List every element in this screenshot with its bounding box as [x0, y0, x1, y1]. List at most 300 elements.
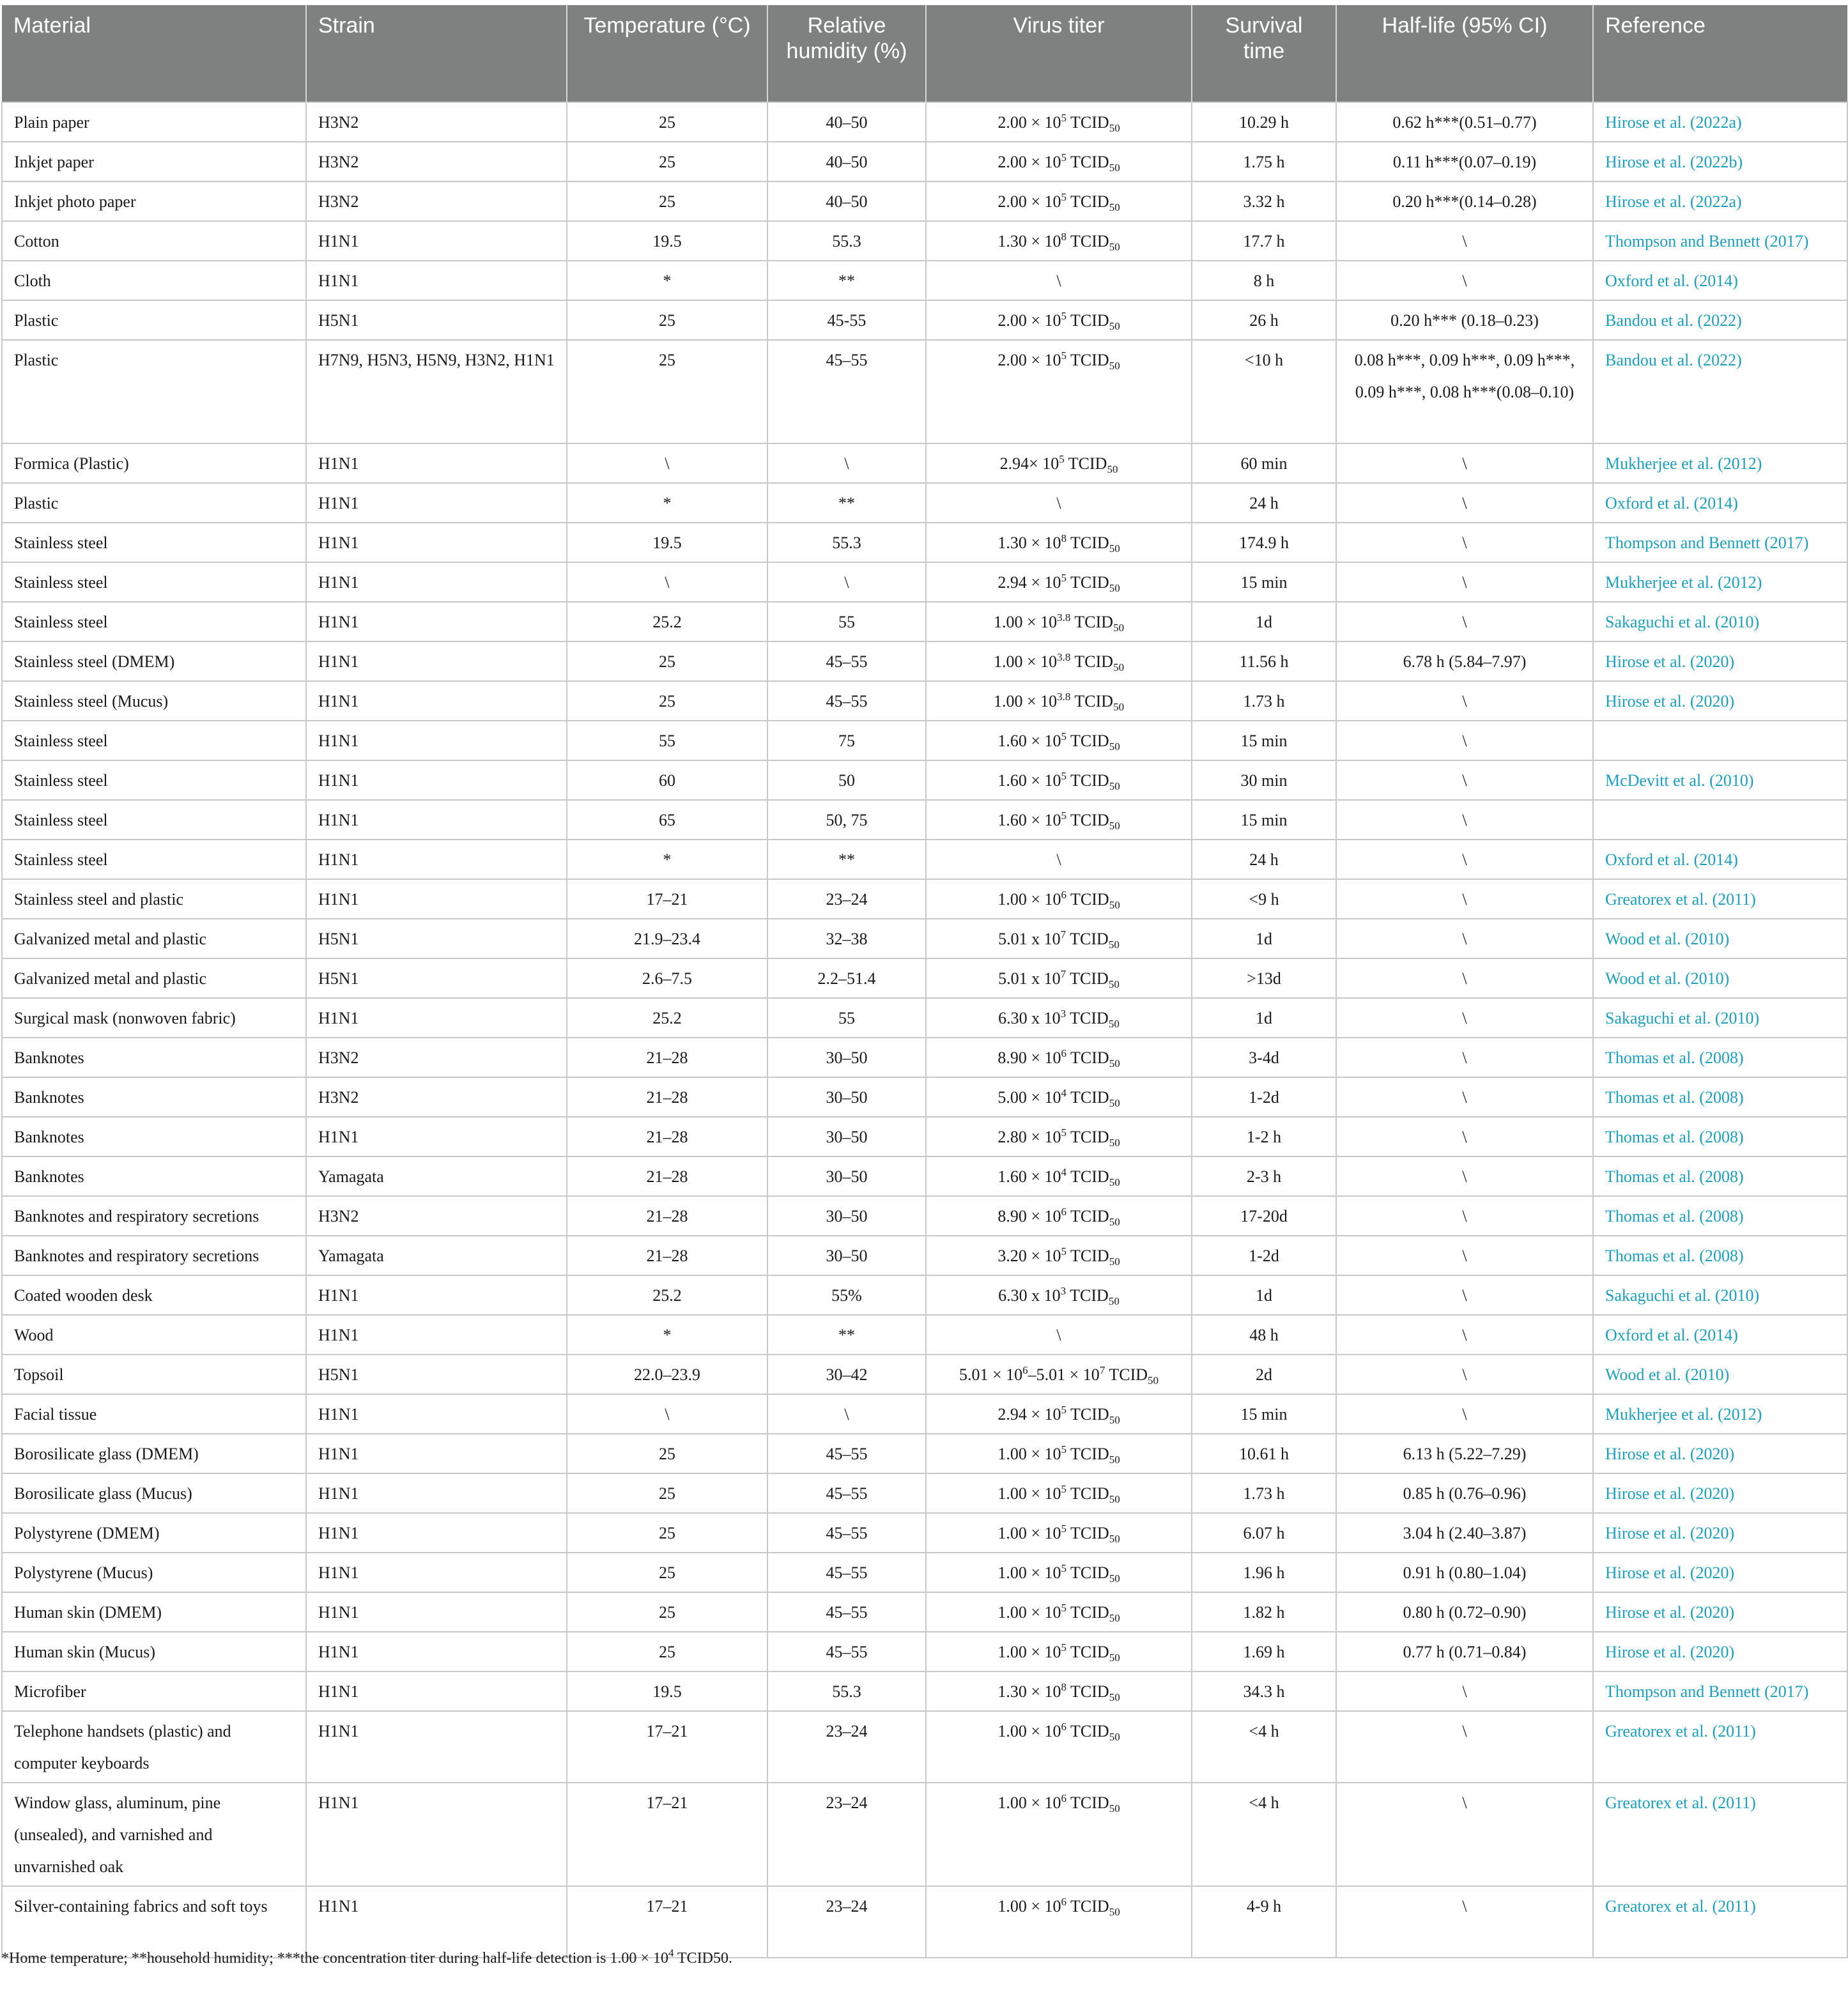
cell-humidity: ** [767, 261, 926, 300]
table-row [2, 1156, 1847, 1196]
titer-base: 5.00 × 10 [997, 1088, 1061, 1107]
cell-survival: 15 min [1192, 562, 1336, 602]
table-row [2, 483, 1847, 523]
titer-subscript: 50 [1109, 201, 1120, 213]
titer-exponent: 5 [1061, 1562, 1066, 1574]
cell-reference[interactable]: Hirose et al. (2020) [1593, 1592, 1847, 1632]
titer-exponent: 6 [1061, 1047, 1066, 1059]
col-survival: Survival time [1192, 5, 1336, 102]
cell-humidity: 40–50 [767, 181, 926, 221]
cell-reference[interactable]: Mukherjee et al. (2012) [1593, 1394, 1847, 1434]
cell-reference[interactable]: Thomas et al. (2008) [1593, 1196, 1847, 1236]
cell-strain: H1N1 [306, 562, 567, 602]
titer-base: 1.00 × 10 [997, 1897, 1061, 1916]
cell-halflife: 0.62 h***(0.51–0.77) [1336, 102, 1593, 142]
cell-halflife: \ [1336, 681, 1593, 721]
titer-unit: TCID [1070, 573, 1109, 592]
cell-survival: 1d [1192, 602, 1336, 641]
cell-temperature: 21–28 [567, 1196, 767, 1236]
cell-strain: H1N1 [306, 1473, 567, 1513]
cell-strain: H1N1 [306, 721, 567, 760]
cell-humidity: 30–42 [767, 1355, 926, 1394]
cell-reference[interactable]: Hirose et al. (2020) [1593, 1553, 1847, 1592]
cell-temperature: \ [567, 562, 767, 602]
cell-reference[interactable]: Thomas et al. (2008) [1593, 1117, 1847, 1156]
cell-halflife: \ [1336, 1196, 1593, 1236]
cell-material: Facial tissue [2, 1394, 306, 1434]
cell-humidity: 30–50 [767, 1117, 926, 1156]
titer-subscript: 50 [1113, 701, 1125, 713]
titer-base: 2.00 × 10 [997, 153, 1061, 171]
survival-table [1, 5, 1848, 1958]
cell-strain: H1N1 [306, 261, 567, 300]
cell-titer [926, 523, 1192, 562]
cell-reference[interactable]: Wood et al. (2010) [1593, 1355, 1847, 1394]
cell-material: Formica (Plastic) [2, 443, 306, 483]
titer-subscript: 50 [1109, 542, 1120, 555]
cell-temperature: 25 [567, 102, 767, 142]
cell-survival: 174.9 h [1192, 523, 1336, 562]
cell-survival: 17-20d [1192, 1196, 1336, 1236]
titer-unit: TCID [1074, 692, 1114, 710]
cell-material: Telephone handsets (plastic) and computer keyboards [2, 1711, 306, 1783]
cell-humidity: 2.2–51.4 [767, 958, 926, 998]
table-row [2, 523, 1847, 562]
cell-reference[interactable]: Oxford et al. (2014) [1593, 483, 1847, 523]
cell-reference[interactable]: Thompson and Bennett (2017) [1593, 221, 1847, 261]
cell-temperature: 21–28 [567, 1156, 767, 1196]
cell-humidity: 75 [767, 721, 926, 760]
titer-subscript: 50 [1109, 1652, 1120, 1664]
cell-reference[interactable]: Hirose et al. (2020) [1593, 1434, 1847, 1473]
titer-unit: TCID [1070, 1128, 1109, 1146]
table-row [2, 800, 1847, 840]
footnote-exp: 4 [668, 1947, 674, 1959]
titer-subscript: 50 [1109, 1216, 1120, 1228]
cell-strain: H1N1 [306, 641, 567, 681]
titer-subscript: 50 [1109, 1906, 1120, 1918]
cell-halflife: 0.11 h***(0.07–0.19) [1336, 142, 1593, 181]
cell-humidity: 45–55 [767, 340, 926, 443]
cell-humidity: 40–50 [767, 142, 926, 181]
titer-base: 2.00 × 10 [997, 192, 1061, 211]
titer-unit: TCID [1070, 1722, 1109, 1740]
cell-material: Cloth [2, 261, 306, 300]
cell-reference[interactable]: Greatorex et al. (2011) [1593, 1711, 1847, 1783]
titer-subscript: 50 [1109, 1414, 1120, 1426]
titer-unit: TCID [1070, 1048, 1109, 1067]
titer-base: 2.94 × 10 [997, 573, 1061, 592]
cell-material: Banknotes [2, 1038, 306, 1077]
cell-survival: 1-2 h [1192, 1117, 1336, 1156]
cell-humidity: ** [767, 483, 926, 523]
titer-base: \ [1056, 272, 1061, 290]
cell-halflife: 0.20 h***(0.14–0.28) [1336, 181, 1593, 221]
cell-titer [926, 1275, 1192, 1315]
table-row [2, 142, 1847, 181]
cell-reference[interactable]: Oxford et al. (2014) [1593, 261, 1847, 300]
cell-survival: 34.3 h [1192, 1671, 1336, 1711]
cell-material: Topsoil [2, 1355, 306, 1394]
cell-titer [926, 1355, 1192, 1394]
cell-survival: 17.7 h [1192, 221, 1336, 261]
table-row [2, 1355, 1847, 1394]
cell-material: Stainless steel [2, 523, 306, 562]
cell-material: Banknotes [2, 1156, 306, 1196]
cell-survival: 6.07 h [1192, 1513, 1336, 1553]
cell-titer [926, 300, 1192, 340]
cell-material: Galvanized metal and plastic [2, 958, 306, 998]
cell-humidity: 23–24 [767, 1783, 926, 1886]
titer-unit: TCID [1070, 1643, 1109, 1661]
titer-base: 1.00 × 10 [997, 1643, 1061, 1661]
titer-exponent: 5 [1061, 810, 1066, 822]
cell-titer [926, 1038, 1192, 1077]
cell-survival: 1d [1192, 1275, 1336, 1315]
titer-exponent: 5 [1061, 1523, 1066, 1535]
titer-base: 8.90 × 10 [997, 1207, 1061, 1225]
cell-survival: 24 h [1192, 840, 1336, 879]
cell-material: Galvanized metal and plastic [2, 919, 306, 958]
cell-titer [926, 181, 1192, 221]
col-titer: Virus titer [926, 5, 1192, 102]
titer-unit: TCID [1070, 311, 1109, 330]
cell-titer [926, 1671, 1192, 1711]
cell-reference[interactable]: Bandou et al. (2022) [1593, 300, 1847, 340]
titer-subscript: 50 [1109, 1256, 1120, 1268]
cell-humidity: 45–55 [767, 1473, 926, 1513]
cell-temperature: 21–28 [567, 1038, 767, 1077]
cell-temperature: 25 [567, 1592, 767, 1632]
cell-temperature: 19.5 [567, 1671, 767, 1711]
titer-exponent: 5 [1061, 1126, 1066, 1139]
cell-strain: H1N1 [306, 760, 567, 800]
titer-range: –5.01 × 10 [1028, 1365, 1100, 1384]
cell-titer [926, 1196, 1192, 1236]
table-row [2, 221, 1847, 261]
cell-reference[interactable]: Greatorex et al. (2011) [1593, 879, 1847, 919]
titer-subscript: 50 [1107, 463, 1118, 475]
cell-temperature: 21–28 [567, 1117, 767, 1156]
col-material: Material [2, 5, 306, 102]
cell-reference[interactable] [1593, 721, 1847, 760]
cell-material: Window glass, aluminum, pine (unsealed), and varnished and unvarnished oak [2, 1783, 306, 1886]
cell-survival: <4 h [1192, 1783, 1336, 1886]
cell-humidity: 30–50 [767, 1156, 926, 1196]
cell-reference[interactable]: Thomas et al. (2008) [1593, 1156, 1847, 1196]
cell-halflife: \ [1336, 1355, 1593, 1394]
cell-reference[interactable]: Hirose et al. (2022a) [1593, 102, 1847, 142]
cell-strain: H1N1 [306, 1117, 567, 1156]
cell-survival: 1.73 h [1192, 681, 1336, 721]
titer-exponent: 5 [1061, 151, 1066, 164]
cell-titer [926, 102, 1192, 142]
cell-strain: H3N2 [306, 142, 567, 181]
cell-reference[interactable]: Sakaguchi et al. (2010) [1593, 1275, 1847, 1315]
cell-strain: H1N1 [306, 1886, 567, 1958]
cell-reference[interactable]: Greatorex et al. (2011) [1593, 1886, 1847, 1958]
cell-survival: <9 h [1192, 879, 1336, 919]
table-row [2, 1711, 1847, 1783]
cell-reference[interactable]: Thomas et al. (2008) [1593, 1236, 1847, 1275]
titer-subscript: 50 [1109, 899, 1120, 911]
table-row [2, 681, 1847, 721]
cell-titer [926, 340, 1192, 443]
cell-strain: Yamagata [306, 1156, 567, 1196]
cell-reference[interactable]: Wood et al. (2010) [1593, 919, 1847, 958]
cell-reference[interactable]: Hirose et al. (2022b) [1593, 142, 1847, 181]
cell-temperature: 55 [567, 721, 767, 760]
cell-temperature: 21–28 [567, 1236, 767, 1275]
titer-base: 2.94 × 10 [997, 1405, 1061, 1424]
cell-reference[interactable]: Sakaguchi et al. (2010) [1593, 998, 1847, 1038]
titer-unit: TCID [1070, 1603, 1109, 1622]
cell-temperature: 25.2 [567, 1275, 767, 1315]
titer-base: 1.00 × 10 [997, 1722, 1061, 1740]
cell-survival: 15 min [1192, 800, 1336, 840]
cell-reference[interactable]: Thomas et al. (2008) [1593, 1038, 1847, 1077]
cell-material: Inkjet photo paper [2, 181, 306, 221]
cell-temperature: * [567, 261, 767, 300]
titer-unit: TCID [1070, 1524, 1109, 1542]
cell-reference[interactable]: Bandou et al. (2022) [1593, 340, 1847, 443]
cell-humidity: 40–50 [767, 102, 926, 142]
cell-material: Silver-containing fabrics and soft toys [2, 1886, 306, 1958]
table-row [2, 1632, 1847, 1671]
cell-halflife: \ [1336, 1236, 1593, 1275]
cell-halflife: \ [1336, 221, 1593, 261]
cell-halflife: \ [1336, 879, 1593, 919]
cell-strain: H5N1 [306, 919, 567, 958]
titer-unit: TCID [1070, 1207, 1109, 1225]
titer-unit: TCID [1068, 454, 1107, 473]
titer-subscript: 50 [1109, 1533, 1120, 1545]
cell-temperature: 22.0–23.9 [567, 1355, 767, 1394]
cell-survival: 2-3 h [1192, 1156, 1336, 1196]
cell-halflife: \ [1336, 1315, 1593, 1355]
cell-material: Stainless steel [2, 602, 306, 641]
cell-titer [926, 1473, 1192, 1513]
cell-strain: H1N1 [306, 1671, 567, 1711]
table-row [2, 102, 1847, 142]
cell-humidity: 30–50 [767, 1236, 926, 1275]
titer-unit: TCID [1070, 1563, 1109, 1582]
titer-unit: TCID [1070, 771, 1109, 790]
titer-subscript: 50 [1109, 1176, 1120, 1188]
cell-strain: H3N2 [306, 1196, 567, 1236]
titer-base: 2.00 × 10 [997, 311, 1061, 330]
cell-humidity: 55 [767, 998, 926, 1038]
titer-exponent: 6 [1022, 1364, 1028, 1376]
cell-humidity: 50 [767, 760, 926, 800]
cell-humidity: 55.3 [767, 221, 926, 261]
cell-temperature: 2.6–7.5 [567, 958, 767, 998]
cell-halflife: \ [1336, 998, 1593, 1038]
cell-strain: H1N1 [306, 681, 567, 721]
cell-reference[interactable]: Oxford et al. (2014) [1593, 840, 1847, 879]
cell-titer [926, 1711, 1192, 1783]
titer-subscript: 50 [1109, 1454, 1120, 1466]
cell-reference[interactable]: Thomas et al. (2008) [1593, 1077, 1847, 1117]
cell-survival: 15 min [1192, 721, 1336, 760]
cell-strain: H3N2 [306, 181, 567, 221]
titer-unit: TCID [1070, 1088, 1109, 1107]
table-row [2, 261, 1847, 300]
table-row [2, 1513, 1847, 1553]
cell-reference[interactable]: Hirose et al. (2020) [1593, 1513, 1847, 1553]
cell-titer [926, 919, 1192, 958]
titer-base: 1.00 × 10 [997, 1603, 1061, 1622]
cell-strain: H1N1 [306, 800, 567, 840]
cell-reference[interactable]: Hirose et al. (2020) [1593, 1473, 1847, 1513]
cell-strain: H1N1 [306, 443, 567, 483]
table-row [2, 1275, 1847, 1315]
titer-unit: TCID [1070, 1405, 1109, 1424]
cell-temperature: 25 [567, 300, 767, 340]
titer-exponent: 8 [1061, 1681, 1066, 1693]
cell-titer [926, 681, 1192, 721]
cell-temperature: 25.2 [567, 998, 767, 1038]
cell-material: Banknotes [2, 1117, 306, 1156]
cell-survival: 1.69 h [1192, 1632, 1336, 1671]
titer-unit: TCID [1070, 1247, 1109, 1265]
cell-temperature: 17–21 [567, 879, 767, 919]
cell-reference[interactable]: Thompson and Bennett (2017) [1593, 523, 1847, 562]
cell-strain: H5N1 [306, 1355, 567, 1394]
titer-unit: TCID [1070, 232, 1109, 250]
cell-reference[interactable]: Oxford et al. (2014) [1593, 1315, 1847, 1355]
cell-strain: H3N2 [306, 1077, 567, 1117]
cell-reference[interactable]: Mukherjee et al. (2012) [1593, 443, 1847, 483]
titer-unit: TCID [1070, 113, 1109, 132]
cell-titer [926, 800, 1192, 840]
titer-exponent: 7 [1099, 1364, 1105, 1376]
cell-reference[interactable]: Wood et al. (2010) [1593, 958, 1847, 998]
cell-temperature: 25 [567, 142, 767, 181]
cell-humidity: 45-55 [767, 300, 926, 340]
cell-temperature: 25 [567, 181, 767, 221]
cell-reference[interactable]: McDevitt et al. (2010) [1593, 760, 1847, 800]
cell-material: Banknotes and respiratory secretions [2, 1236, 306, 1275]
titer-unit: TCID [1070, 969, 1109, 988]
titer-exponent: 5 [1061, 1602, 1066, 1614]
cell-survival: <10 h [1192, 340, 1336, 443]
cell-temperature: 25 [567, 340, 767, 443]
cell-reference[interactable]: Greatorex et al. (2011) [1593, 1783, 1847, 1886]
titer-base: 1.00 × 10 [997, 1524, 1061, 1542]
titer-exponent: 8 [1061, 532, 1066, 544]
cell-temperature: 25 [567, 1473, 767, 1513]
titer-unit: TCID [1070, 811, 1109, 829]
cell-halflife: \ [1336, 483, 1593, 523]
titer-exponent: 5 [1061, 191, 1066, 203]
titer-exponent: 8 [1061, 231, 1066, 243]
cell-reference[interactable]: Hirose et al. (2022a) [1593, 181, 1847, 221]
cell-halflife: 3.04 h (2.40–3.87) [1336, 1513, 1593, 1553]
cell-halflife: \ [1336, 1711, 1593, 1783]
cell-temperature: 19.5 [567, 523, 767, 562]
cell-strain: H1N1 [306, 1783, 567, 1886]
table-row [2, 1196, 1847, 1236]
titer-exponent: 5 [1061, 572, 1066, 584]
cell-reference[interactable] [1593, 800, 1847, 840]
cell-temperature: 25 [567, 1553, 767, 1592]
cell-reference[interactable]: Hirose et al. (2020) [1593, 1632, 1847, 1671]
cell-reference[interactable]: Hirose et al. (2020) [1593, 641, 1847, 681]
titer-base: 1.30 × 10 [997, 534, 1061, 552]
titer-base: 2.00 × 10 [997, 113, 1061, 132]
titer-base: 8.90 × 10 [997, 1048, 1061, 1067]
titer-subscript: 50 [1109, 1493, 1120, 1505]
table-row [2, 1038, 1847, 1077]
cell-survival: 30 min [1192, 760, 1336, 800]
cell-strain: H1N1 [306, 523, 567, 562]
cell-titer [926, 958, 1192, 998]
cell-humidity: 55% [767, 1275, 926, 1315]
cell-halflife: 0.91 h (0.80–1.04) [1336, 1553, 1593, 1592]
cell-titer [926, 998, 1192, 1038]
cell-survival: <4 h [1192, 1711, 1336, 1783]
cell-reference[interactable]: Thompson and Bennett (2017) [1593, 1671, 1847, 1711]
cell-material: Polystyrene (DMEM) [2, 1513, 306, 1553]
titer-base: 2.00 × 10 [997, 351, 1061, 369]
cell-survival: 24 h [1192, 483, 1336, 523]
cell-strain: H1N1 [306, 879, 567, 919]
cell-humidity: ** [767, 1315, 926, 1355]
cell-temperature: * [567, 483, 767, 523]
cell-strain: H1N1 [306, 1711, 567, 1783]
cell-titer [926, 840, 1192, 879]
cell-reference[interactable]: Sakaguchi et al. (2010) [1593, 602, 1847, 641]
cell-halflife: \ [1336, 1117, 1593, 1156]
cell-strain: H5N1 [306, 958, 567, 998]
cell-material: Cotton [2, 221, 306, 261]
cell-halflife: \ [1336, 1275, 1593, 1315]
table-row [2, 1886, 1847, 1958]
titer-base: 2.80 × 10 [997, 1128, 1061, 1146]
titer-base: 1.00 × 10 [993, 652, 1058, 671]
table-row [2, 1394, 1847, 1434]
titer-base: 3.20 × 10 [997, 1247, 1061, 1265]
cell-reference[interactable]: Hirose et al. (2020) [1593, 681, 1847, 721]
cell-survival: 60 min [1192, 443, 1336, 483]
cell-strain: H1N1 [306, 483, 567, 523]
cell-temperature: 25 [567, 1434, 767, 1473]
table-row [2, 181, 1847, 221]
cell-halflife: \ [1336, 840, 1593, 879]
titer-exponent: 4 [1061, 1087, 1066, 1099]
cell-temperature: 25 [567, 641, 767, 681]
cell-material: Stainless steel [2, 840, 306, 879]
table-body [2, 102, 1847, 1958]
cell-temperature: 21–28 [567, 1077, 767, 1117]
cell-temperature: 17–21 [567, 1711, 767, 1783]
table-row [2, 300, 1847, 340]
cell-titer [926, 1117, 1192, 1156]
cell-titer [926, 1592, 1192, 1632]
cell-reference[interactable]: Mukherjee et al. (2012) [1593, 562, 1847, 602]
titer-base: 1.00 × 10 [997, 890, 1061, 909]
titer-exponent: 5 [1061, 112, 1066, 124]
table-row [2, 1315, 1847, 1355]
cell-material: Plastic [2, 340, 306, 443]
table-row [2, 1473, 1847, 1513]
cell-humidity: 30–50 [767, 1196, 926, 1236]
cell-titer [926, 1394, 1192, 1434]
cell-humidity: 50, 75 [767, 800, 926, 840]
cell-humidity: \ [767, 562, 926, 602]
table-row [2, 562, 1847, 602]
